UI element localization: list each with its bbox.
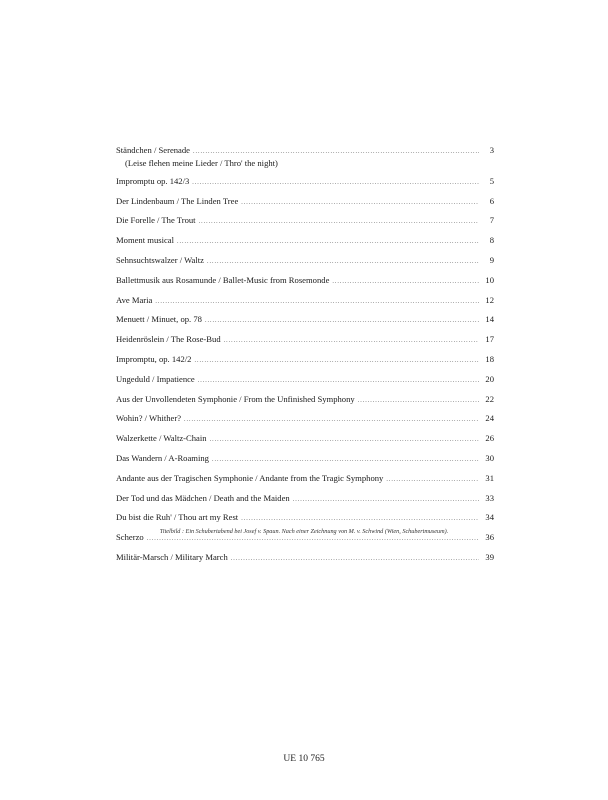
toc-entry: [116, 196, 494, 209]
dot-leader: [155, 297, 479, 308]
entry-page-number: 33: [485, 492, 494, 503]
entry-title: Scherzo: [116, 532, 144, 543]
entry-title: Aus der Unvollendeten Symphonie / From the Unfinished Symphony: [116, 393, 355, 404]
entry-page-number: 20: [485, 373, 494, 384]
toc-entry: [116, 314, 494, 327]
toc-entry: [116, 453, 494, 466]
entry-page-number: 10: [485, 274, 494, 285]
toc-entry: [116, 145, 494, 169]
dot-leader: [212, 455, 479, 466]
entry-title: Andante aus der Tragischen Symphonie / Andante from the Tragic Symphony: [116, 472, 384, 483]
entry-title: Ungeduld / Impatience: [116, 373, 195, 384]
entry-page-number: 5: [489, 175, 494, 186]
dot-leader: [231, 554, 479, 565]
entry-title: Die Forelle / The Trout: [116, 215, 196, 226]
toc-entry: [116, 354, 494, 367]
dot-leader: [193, 147, 479, 158]
entry-page-number: 3: [489, 145, 494, 155]
toc-entry: [116, 512, 494, 525]
dot-leader: [205, 316, 479, 327]
toc-entry: [116, 295, 494, 308]
table-of-contents: [116, 145, 494, 572]
publisher-edition-code: UE 10 765: [283, 754, 325, 764]
dot-leader: [386, 475, 479, 486]
entry-title: Ave Maria: [116, 294, 153, 305]
toc-entry: [116, 433, 494, 446]
entry-page-number: 30: [485, 452, 494, 463]
entry-page-number: 36: [485, 532, 494, 543]
entry-title: Ständchen / Serenade: [116, 145, 190, 155]
entry-title: Du bist die Ruh' / Thou art my Rest: [116, 512, 239, 523]
entry-page-number: 34: [485, 512, 494, 523]
toc-entry: [116, 552, 494, 565]
toc-entry: [116, 394, 494, 407]
entry-title: Militär-Marsch / Military March: [116, 551, 228, 562]
entry-page-number: 8: [489, 235, 494, 246]
entry-title: Sehnsuchtswalzer / Waltz: [116, 254, 204, 265]
entry-title: Heidenröslein / The Rose-Bud: [116, 334, 221, 345]
entry-title: Impromptu op. 142/3: [116, 175, 190, 186]
dot-leader: [210, 435, 479, 446]
dot-leader: [241, 514, 479, 525]
dot-leader: [194, 356, 479, 367]
toc-entry: [116, 176, 494, 189]
entry-page-number: 18: [485, 353, 494, 364]
entry-title: Walzerkette / Waltz-Chain: [116, 433, 207, 444]
dot-leader: [224, 336, 479, 347]
toc-entry: [116, 374, 494, 387]
cover-image-caption: Titelbild : Ein Schubertabend bei Josef v. Spaun. Nach einer Zeichnung von M. v. Schwind (Wien, Schubertmuseum).: [159, 528, 449, 535]
dot-leader: [207, 257, 479, 268]
dot-leader: [192, 178, 479, 189]
entry-page-number: 17: [485, 334, 494, 345]
entry-subtitle: (Leise flehen meine Lieder / Thro' the night): [125, 158, 278, 168]
dot-leader: [358, 396, 479, 407]
toc-entry: [116, 275, 494, 288]
entry-page-number: 24: [485, 413, 494, 424]
entry-page-number: 9: [489, 254, 494, 265]
entry-page-number: 22: [485, 393, 494, 404]
entry-page-number: 26: [485, 433, 494, 444]
entry-title: Ballettmusik aus Rosamunde / Ballet-Music from Rosemonde: [116, 274, 330, 285]
entry-page-number: 12: [485, 294, 494, 305]
entry-page-number: 39: [485, 551, 494, 562]
toc-entry: [116, 473, 494, 486]
toc-entry: [116, 235, 494, 248]
entry-page-number: 6: [489, 195, 494, 206]
entry-title: Der Lindenbaum / The Linden Tree: [116, 195, 239, 206]
dot-leader: [199, 217, 479, 228]
dot-leader: [147, 534, 479, 545]
toc-entry: [116, 255, 494, 268]
entry-title: Moment musical: [116, 235, 174, 246]
dot-leader: [241, 198, 479, 209]
dot-leader: [332, 277, 479, 288]
toc-entry: [116, 334, 494, 347]
entry-title: Der Tod und das Mädchen / Death and the Maiden: [116, 492, 290, 503]
entry-title: Menuett / Minuet, op. 78: [116, 314, 202, 325]
dot-leader: [293, 495, 479, 506]
dot-leader: [184, 415, 479, 426]
dot-leader: [177, 237, 479, 248]
entry-title: Impromptu, op. 142/2: [116, 353, 192, 364]
entry-title: Das Wandern / A-Roaming: [116, 452, 209, 463]
dot-leader: [198, 376, 479, 387]
entry-page-number: 14: [485, 314, 494, 325]
entry-page-number: 7: [489, 215, 494, 226]
entry-title: Wohin? / Whither?: [116, 413, 182, 424]
toc-entry: [116, 493, 494, 506]
entry-page-number: 31: [485, 472, 494, 483]
toc-entry: [116, 413, 494, 426]
toc-entry: [116, 215, 494, 228]
